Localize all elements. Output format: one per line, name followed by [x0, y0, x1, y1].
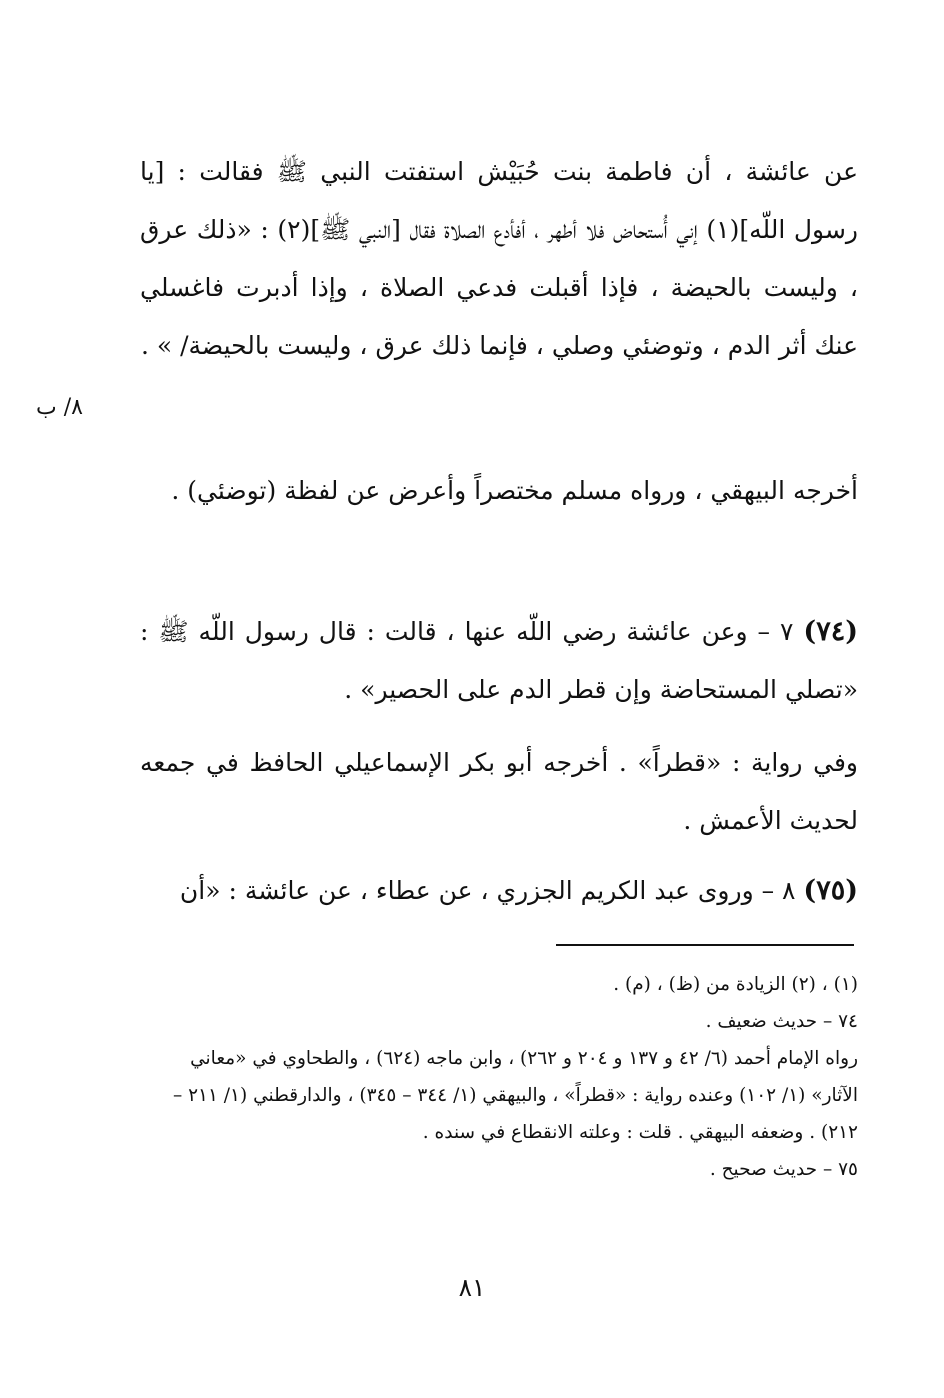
margin-folio-note: ٨/ ب	[36, 395, 83, 420]
hadith-75	[140, 862, 858, 920]
footnote-1: (١) ، (٢) الزيادة من (ظ) ، (م) .	[613, 974, 858, 995]
takhrij-paragraph: أخرجه البيهقي ، ورواه مسلم مختصراً وأعرض عن لفظة (توضئي) .	[171, 476, 858, 505]
footnote-75-grade: ٧٥ – حديث صحيح .	[709, 1159, 858, 1180]
riwaya-paragraph: وفي رواية : «قطراً» . أخرجه أبو بكر الإسماعيلي الحافظ في جمعه لحديث الأعمش .	[140, 748, 858, 835]
hadith-74-text: ٧ – وعن عائشة رضي اللّه عنها ، قالت : قال رسول اللّه ﷺ : «تصلي المستحاضة وإن قطر الدم على الحصير» .	[140, 617, 858, 704]
footnote-74-takhrij: رواه الإمام أحمد (٦/ ٤٢ و ١٣٧ و ٢٠٤ و ٢٦٢) ، وابن ماجه (٦٢٤) ، والطحاوي في «معاني الآثار» (١/ ١٠٢) وعنده رواية : «قطراً» ، والبيهقي (١/ ٣٤٤ – ٣٤٥) ، والدارقطني (١/ ٢١١ – ٢١٢) . وضعفه البيهقي . قلت : وعلته الانقطاع في سنده .	[172, 1048, 858, 1143]
hadith-paragraph-fatima: عن عائشة ، أن فاطمة بنت حُبَيْش استفتت النبي ﷺ فقالت : [يا رسول اللّه](١) إني أُستحاض فلا أطهر ، أفأدع الصلاة فقال [النبي ﷺ](٢) : «ذلك عرق ، وليست بالحيضة ، فإذا أقبلت فدعي الصلاة ، وإذا أدبرت فاغسلي عنك أثر الدم ، وتوضئي وصلي ، فإنما ذلك عرق ، وليست بالحيضة/ » .	[140, 157, 858, 360]
hadith-75-number: (٧٥)	[803, 875, 858, 906]
page-number: ٨١	[458, 1273, 486, 1302]
footnote-separator	[556, 944, 854, 946]
hadith-75-text: ٨ – وروى عبد الكريم الجزري ، عن عطاء ، عن عائشة : «أن	[179, 876, 796, 905]
footnotes	[140, 966, 858, 1188]
footnote-74-grade: ٧٤ – حديث ضعيف .	[705, 1011, 858, 1032]
hadith-74	[140, 603, 858, 719]
hadith-74-number: (٧٤)	[803, 616, 858, 647]
